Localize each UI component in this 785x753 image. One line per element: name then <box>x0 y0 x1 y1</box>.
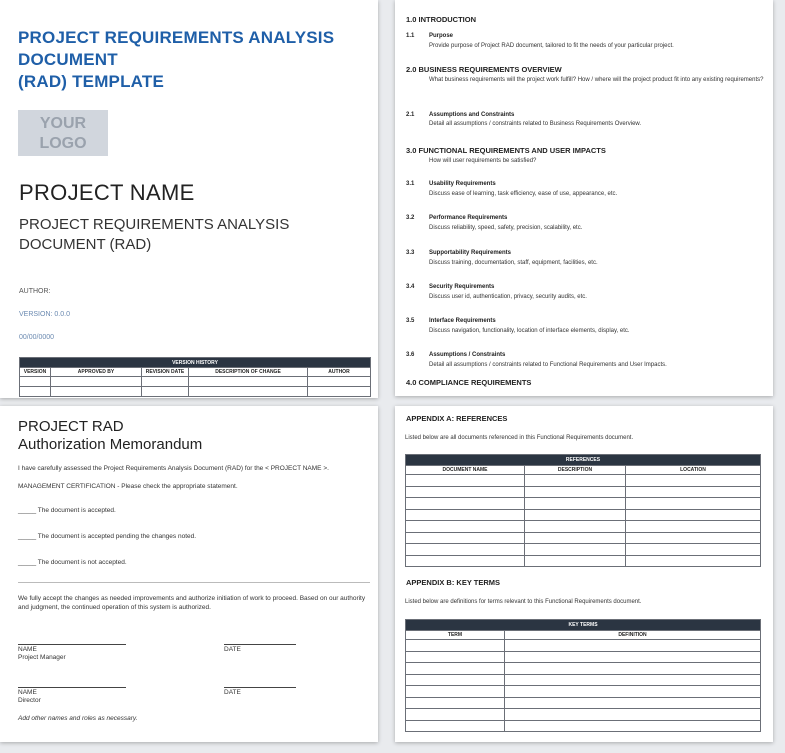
version-label: VERSION: 0.0.0 <box>19 311 70 318</box>
column-header: DEFINITION <box>505 631 761 640</box>
divider <box>18 582 370 583</box>
section-number: 2.1 <box>406 112 415 118</box>
subsection-desc: Discuss navigation, functionality, location of interface elements, display, etc. <box>429 328 630 334</box>
table-header: REFERENCES <box>406 455 761 466</box>
authorization-memo-page <box>0 406 378 742</box>
key-terms-table <box>405 619 761 732</box>
subsection-title: Supportability Requirements <box>429 250 512 256</box>
memo-title: PROJECT RAD <box>18 418 124 435</box>
logo-text: YOUR <box>39 115 87 132</box>
column-header: LOCATION <box>626 466 761 475</box>
name-label: NAME <box>18 646 37 653</box>
author-label: AUTHOR: <box>19 288 51 295</box>
section-number: 3.1 <box>406 181 415 187</box>
column-header: REVISION DATE <box>142 368 189 377</box>
section-number: 3.2 <box>406 215 415 221</box>
table-row <box>406 686 761 698</box>
appendix-a-heading: APPENDIX A: REFERENCES <box>406 414 508 423</box>
subsection-title: Assumptions and Constraints <box>429 112 515 118</box>
section-desc: How will user requirements be satisfied? <box>429 158 537 164</box>
table-row <box>406 720 761 732</box>
column-header: DESCRIPTION <box>525 466 626 475</box>
table-row <box>406 674 761 686</box>
signature-line <box>18 687 126 688</box>
table-row <box>406 532 761 544</box>
title-line: DOCUMENT <box>18 50 118 69</box>
section-number: 3.3 <box>406 250 415 256</box>
signature-line <box>18 644 126 645</box>
document-title <box>18 27 334 93</box>
column-header: DOCUMENT NAME <box>406 466 525 475</box>
table-row <box>406 486 761 498</box>
column-header: AUTHOR <box>308 368 371 377</box>
table-row <box>406 521 761 533</box>
subsection-desc: Provide purpose of Project RAD document, tailored to fit the needs of your particular project. <box>429 43 674 49</box>
memo-subtitle: Authorization Memorandum <box>18 436 203 453</box>
option-not-accepted: _____ The document is not accepted. <box>18 559 127 566</box>
column-header: TERM <box>406 631 505 640</box>
signature-label <box>18 689 41 705</box>
table-row <box>20 387 371 397</box>
title-line: PROJECT REQUIREMENTS ANALYSIS <box>18 28 335 47</box>
management-certification: MANAGEMENT CERTIFICATION - Please check the appropriate statement. <box>18 483 238 490</box>
subsection-title: Usability Requirements <box>429 181 496 187</box>
subsection-title: Interface Requirements <box>429 318 496 324</box>
references-table <box>405 454 761 567</box>
column-header: APPROVED BY <box>51 368 142 377</box>
section-desc: What business requirements will the project work fulfill? How / where will the project product fit into any existing requirements? <box>429 77 764 83</box>
version-history-table <box>19 357 371 397</box>
table-row <box>406 544 761 556</box>
subsection-title: Assumptions / Constraints <box>429 352 506 358</box>
table-row <box>20 377 371 387</box>
subsection-desc: Detail all assumptions / constraints related to Business Requirements Overview. <box>429 121 642 127</box>
section-heading: 4.0 COMPLIANCE REQUIREMENTS <box>406 378 532 387</box>
project-name: PROJECT NAME <box>19 180 195 205</box>
date-label: 00/00/0000 <box>19 334 55 341</box>
subsection-desc: Discuss reliability, speed, safety, precision, scalability, etc. <box>429 225 583 231</box>
table-row <box>406 475 761 487</box>
date-label: DATE <box>224 689 241 696</box>
section-heading: 2.0 BUSINESS REQUIREMENTS OVERVIEW <box>406 65 562 74</box>
subsection-desc: Detail all assumptions / constraints related to Functional Requirements and User Impacts. <box>429 362 667 368</box>
date-line <box>224 687 296 688</box>
table-row <box>406 498 761 510</box>
option-accepted-pending: _____ The document is accepted pending the changes noted. <box>18 533 197 540</box>
appendix-a-desc: Listed below are all documents referenced in this Functional Requirements document. <box>405 435 634 441</box>
section-number: 3.6 <box>406 352 415 358</box>
role-label: Project Manager <box>18 654 66 661</box>
title-line: (RAD) TEMPLATE <box>18 72 165 91</box>
subsection-title: Purpose <box>429 33 454 39</box>
memo-assessment: I have carefully assessed the Project Requirements Analysis Document (RAD) for the < PROJECT NAME >. <box>18 465 329 472</box>
subsection-desc: Discuss user id, authentication, privacy, security audits, etc. <box>429 294 587 300</box>
table-row <box>406 697 761 709</box>
date-label: DATE <box>224 646 241 653</box>
logo-placeholder <box>18 110 108 156</box>
section-heading: 3.0 FUNCTIONAL REQUIREMENTS AND USER IMPACTS <box>406 146 606 155</box>
section-number: 1.1 <box>406 33 415 39</box>
section-heading: 1.0 INTRODUCTION <box>406 15 477 24</box>
table-row <box>406 555 761 567</box>
memo-footer-note: Add other names and roles as necessary. <box>18 715 138 722</box>
subsection-title: Performance Requirements <box>429 215 508 221</box>
column-header: DESCRIPTION OF CHANGE <box>189 368 308 377</box>
section-number: 3.5 <box>406 318 415 324</box>
subsection-desc: Discuss training, documentation, staff, equipment, facilities, etc. <box>429 260 598 266</box>
subsection-desc: Discuss ease of learning, task efficiency, ease of use, appearance, etc. <box>429 191 618 197</box>
appendix-b-heading: APPENDIX B: KEY TERMS <box>406 578 501 587</box>
table-row <box>406 663 761 675</box>
option-accepted: _____ The document is accepted. <box>18 507 116 514</box>
document-subtitle: PROJECT REQUIREMENTS ANALYSIS DOCUMENT (RAD) <box>19 216 290 253</box>
appendix-b-desc: Listed below are definitions for terms relevant to this Functional Requirements document. <box>405 599 642 605</box>
table-row <box>406 651 761 663</box>
signature-label <box>18 646 66 662</box>
table-header: KEY TERMS <box>406 620 761 631</box>
requirements-page <box>395 0 773 396</box>
cover-page <box>0 0 378 398</box>
table-row <box>406 709 761 721</box>
date-line <box>224 644 296 645</box>
logo-text: LOGO <box>39 135 87 152</box>
role-label: Director <box>18 697 41 704</box>
name-label: NAME <box>18 689 37 696</box>
table-row <box>406 509 761 521</box>
appendix-page <box>395 406 773 742</box>
subsection-title: Security Requirements <box>429 284 495 290</box>
section-number: 3.4 <box>406 284 415 290</box>
table-row <box>406 640 761 652</box>
column-header: VERSION <box>20 368 51 377</box>
table-header: VERSION HISTORY <box>20 358 371 368</box>
acceptance-statement: We fully accept the changes as needed improvements and authorize initiation of work to proceed. Based on our authority and judgment, the continued operation of this system is authorized. <box>18 595 366 611</box>
